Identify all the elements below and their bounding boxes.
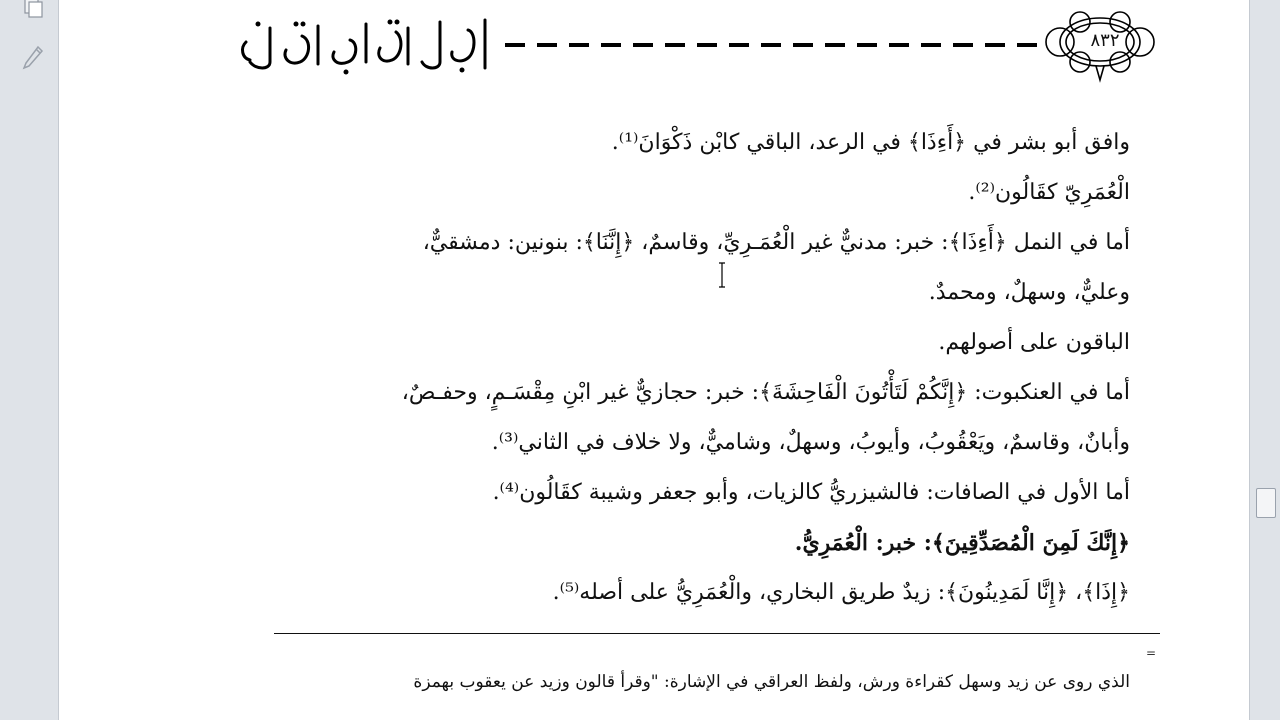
page-number: ٨٣٢ <box>1090 30 1120 51</box>
footnote-continuation-mark: = <box>1146 646 1157 660</box>
text-line: أما في النمل ﴿أَءِذَا﴾: خبر: مدنيٌّ غير الْعُمَـرِيِّ، وقاسمٌ، ﴿إِنَّنَا﴾: بنونين: دمشقيٌّ، <box>422 230 1130 255</box>
header-dashed-rule <box>505 40 1045 50</box>
text-line: الْعُمَرِيّ كقَالُون⁽²⁾. <box>968 180 1130 205</box>
footnote-text: الذي روى عن زيد وسهل كقراءة ورش، ولفظ العراقي في الإشارة: "وقرأ قالون وزيد عن يعقوب بهمزة <box>413 672 1130 692</box>
text-line: الباقون على أصولهم. <box>938 330 1130 355</box>
text-line: وأبانٌ، وقاسمٌ، ويَعْقُوبُ، وأيوبُ، وسهلٌ، وشاميٌّ، ولا خلاف في الثاني⁽³⁾. <box>491 430 1130 455</box>
text-line: ﴿إِذَا﴾، ﴿إِنَّا لَمَدِينُونَ﴾: زيدٌ طريق البخاري، والْعُمَرِيُّ على أصله⁽⁵⁾. <box>552 580 1130 605</box>
footnote-separator <box>274 633 1160 634</box>
document-page <box>60 0 1250 720</box>
pencil-icon[interactable] <box>20 46 46 70</box>
calligraphic-title <box>230 12 500 80</box>
title-text: الكامل في القراءات <box>360 76 370 77</box>
text-line: وعليٌّ، وسهلٌ، ومحمدٌ. <box>928 280 1130 305</box>
text-line: ﴿إِنَّكَ لَمِنَ الْمُصَدِّقِينَ﴾: خبر: الْعُمَرِيُّ. <box>794 530 1130 556</box>
vertical-scrollbar[interactable] <box>1249 0 1280 720</box>
scrollbar-thumb[interactable] <box>1256 488 1276 518</box>
body-text <box>270 118 1130 618</box>
side-toolbar <box>0 0 59 720</box>
text-line: أما الأول في الصافات: فالشيزريُّ كالزيات، وأبو جعفر وشيبة كقَالُون⁽⁴⁾. <box>492 480 1130 505</box>
text-line: وافق أبو بشر في ﴿أَءِذَا﴾ في الرعد، الباقي كابْن ذَكْوَانَ⁽¹⁾. <box>611 130 1130 155</box>
text-line: أما في العنكبوت: ﴿إِنَّكُمْ لَتَأْتُونَ الْفَاحِشَةَ﴾: خبر: حجازيٌّ غير ابْنِ مِقْسَـمٍ، وحفـصٌ، <box>401 380 1130 405</box>
ibeam-cursor-icon <box>717 262 727 288</box>
copy-pages-icon[interactable] <box>20 0 46 20</box>
